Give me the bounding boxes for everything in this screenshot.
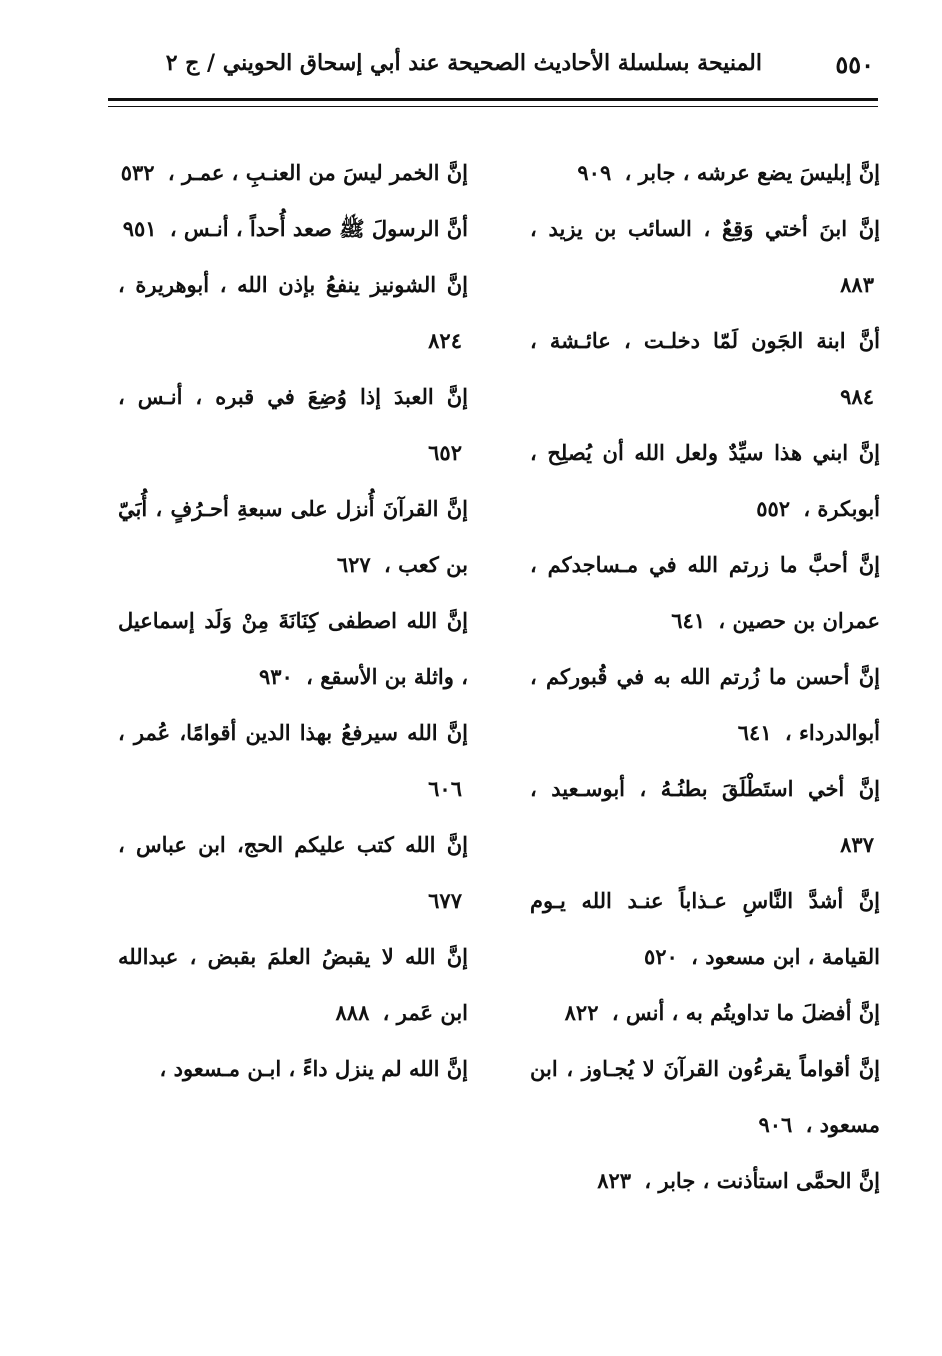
entry-text: إنَّ الله لا يقبضُ العلمَ بقبض ، عبدالله ابن عَمر ، <box>118 944 468 1025</box>
entry-page-ref: ٦٤١ <box>737 720 772 745</box>
entry-page-ref: ٦٥٢ <box>428 440 462 465</box>
index-entry <box>118 705 468 817</box>
entry-page-ref: ٦٤١ <box>671 608 706 633</box>
entry-page-ref: ٨٢٣ <box>597 1168 632 1193</box>
index-entry <box>118 257 468 369</box>
index-entry <box>530 425 880 537</box>
index-entry <box>530 313 880 425</box>
entry-text: إنَّ أشدَّ النَّاسِ عـذاباً عنـد الله يـوم القيامة ، ابن مسعود ، <box>530 888 880 969</box>
index-entry <box>530 1041 880 1153</box>
entry-text: إنَّ إبليسَ يضع عرشه ، جابر ، <box>624 160 880 185</box>
entry-text: إنَّ الله اصطفى كِنَانَةَ مِنْ وَلَد إسماعيل ، واثلة بن الأسقع ، <box>118 608 468 689</box>
entry-text: إنَّ العبدَ إذا وُضِعَ في قبره ، أنـس ، <box>118 384 468 409</box>
entry-page-ref: ٩٠٩ <box>577 160 612 185</box>
header-rule-thin <box>108 106 878 107</box>
entry-page-ref: ٨٢٢ <box>564 1000 599 1025</box>
entry-text: أنَّ الرسولَ ﷺ صعد أُحداً ، أنـس ، <box>169 216 468 241</box>
index-entry <box>530 985 880 1041</box>
entry-page-ref: ٦٠٦ <box>428 776 462 801</box>
entry-page-ref: ٨٣٧ <box>840 832 874 857</box>
index-column-left <box>118 145 468 1097</box>
entry-text: إنَّ أقواماً يقرءُون القرآنَ لا يُجـاوز ، ابن مسعود ، <box>530 1056 880 1137</box>
entry-text: إنَّ الله لم ينزل داءً ، ابـن مـسعود ، <box>159 1056 468 1081</box>
entry-page-ref: ٦٧٧ <box>428 888 462 913</box>
entry-page-ref: ٩٣٠ <box>258 664 293 689</box>
index-entry <box>530 761 880 873</box>
index-entry <box>530 145 880 201</box>
entry-page-ref: ٩٥١ <box>122 216 157 241</box>
entry-text: إنَّ أخي استَطْلَقَ بطنُـهُ ، أبوسـعيد ، <box>530 776 880 801</box>
index-entry <box>530 649 880 761</box>
index-entry <box>118 481 468 593</box>
index-column-right <box>530 145 880 1209</box>
entry-page-ref: ٦٢٧ <box>336 552 371 577</box>
entry-page-ref: ٥٥٢ <box>756 496 791 521</box>
entry-text: إنَّ ابنَ أختي وَقِعٌ ، السائب بن يزيد ، <box>530 216 880 241</box>
page-header <box>108 48 878 90</box>
entry-text: إنَّ أفضلَ ما تداويتُم به ، أنس ، <box>611 1000 880 1025</box>
index-entry <box>118 929 468 1041</box>
index-entry <box>530 1153 880 1209</box>
index-entry <box>118 145 468 201</box>
index-entry <box>118 1041 468 1097</box>
entry-page-ref: ٨٨٣ <box>840 272 874 297</box>
entry-page-ref: ٩٠٦ <box>758 1112 793 1137</box>
page-number: ٥٥٠ <box>835 50 874 79</box>
entry-text: إنَّ الحمَّى استأذنت ، جابر ، <box>644 1168 880 1193</box>
index-entry <box>118 369 468 481</box>
book-title: المنيحة بسلسلة الأحاديث الصحيحة عند أبي إسحاق الحويني / ج ٢ <box>165 50 762 76</box>
entry-text: إنَّ الشونيز ينفعُ بإذن الله ، أبوهريرة ، <box>118 272 468 297</box>
index-entry <box>118 817 468 929</box>
index-entry <box>530 201 880 313</box>
entry-page-ref: ٨٨٨ <box>335 1000 370 1025</box>
entry-page-ref: ٩٨٤ <box>840 384 874 409</box>
entry-text: إنَّ ابني هذا سيِّدٌ ولعل الله أن يُصلِح ، أبوبكرة ، <box>530 440 880 521</box>
entry-text: إنَّ أحبَّ ما زرتم الله في مـساجدكم ، عمران بن حصين ، <box>530 552 880 633</box>
index-entry <box>530 873 880 985</box>
entry-page-ref: ٥٣٢ <box>120 160 155 185</box>
entry-text: إنَّ أحسن ما زُرتم الله به في قُبوركم ، أبوالدرداء ، <box>530 664 880 745</box>
entry-text: إنَّ الله سيرفعُ بهذا الدين أقوامًا، عُمر ، <box>118 720 468 745</box>
index-entry <box>530 537 880 649</box>
index-entry <box>118 201 468 257</box>
entry-page-ref: ٥٢٠ <box>643 944 678 969</box>
entry-text: إنَّ الخمر ليسَ من العنـبِ ، عمـر ، <box>167 160 468 185</box>
entry-text: أنَّ ابنة الجَون لَمّا دخلـت ، عائـشة ، <box>530 328 880 353</box>
header-rule-thick <box>108 98 878 101</box>
entry-page-ref: ٨٢٤ <box>428 328 462 353</box>
index-entry <box>118 593 468 705</box>
entry-text: إنَّ القرآنَ أُنزل على سبعةِ أحـرُفٍ ، أُبَيّ بن كعب ، <box>118 496 468 577</box>
entry-text: إنَّ الله كتب عليكم الحج، ابن عباس ، <box>118 832 468 857</box>
